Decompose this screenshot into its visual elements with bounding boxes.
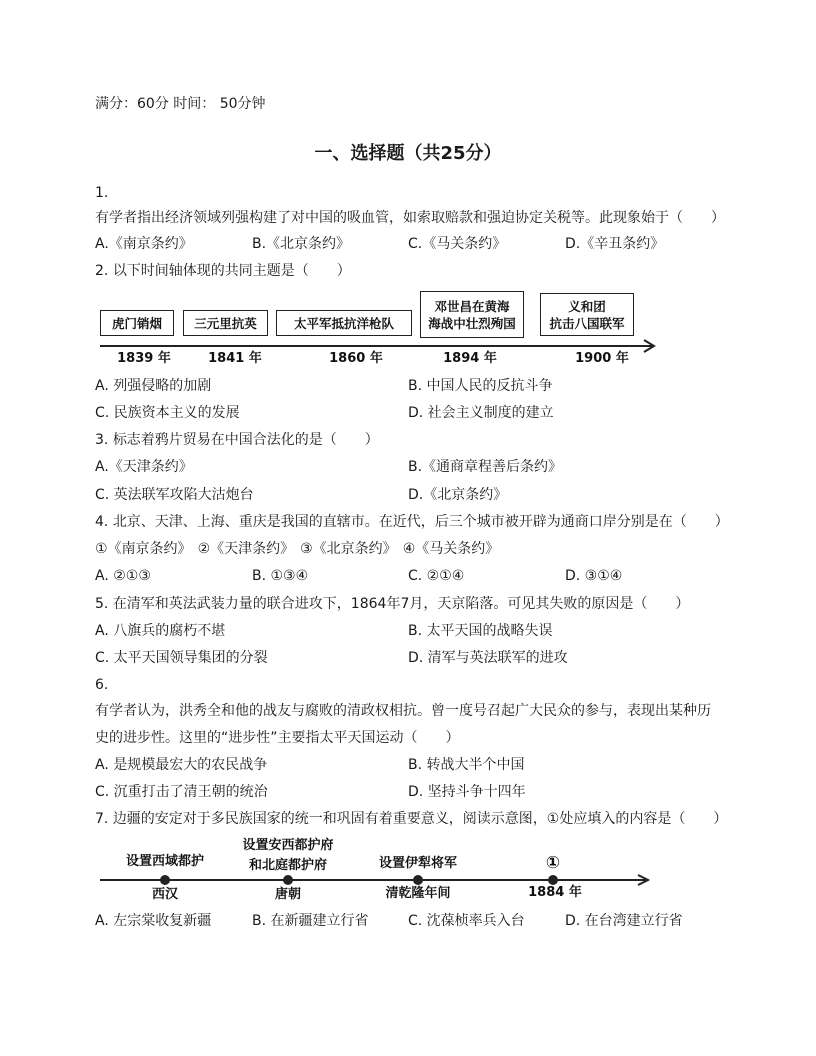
question-1-option-d: D.《辛丑条约》 (565, 236, 665, 252)
question-3-option-d: D.《北京条约》 (408, 487, 508, 503)
question-5-stem-line (95, 594, 689, 614)
timeline-1-arrow-icon (644, 340, 654, 352)
question-5-option-b: B. 太平天国的战略失误 (408, 623, 553, 639)
timeline-1-year: 1841 年 (208, 351, 262, 366)
timeline-1-event-label: 太平军抵抗洋枪队 (293, 315, 394, 331)
question-4-item: ④《马关条约》 (402, 541, 500, 557)
question-3-option-c: C. 英法联军攻陷大沽炮台 (95, 487, 254, 503)
question-1-option-c: C.《马关条约》 (408, 236, 507, 252)
timeline-1-event-box (183, 310, 268, 336)
timeline-1-event-label: 虎门销烟 (111, 315, 162, 331)
question-6-stem: 有学者认为，洪秀全和他的战友与腐败的清政权相抗。曾一度号召起广大民众的参与，表现出某种历 (95, 703, 711, 719)
question-1-stem: 有学者指出经济领域列强构建了对中国的吸血管，如索取赔款和强迫协定关税等。此现象始于（ ） (95, 210, 725, 226)
question-4-item: ③《北京条约》 (300, 541, 397, 557)
question-4-option-d: D. ③①④ (565, 568, 623, 584)
question-2-option-b: B. 中国人民的反抗斗争 (408, 378, 553, 394)
question-2-stem: 以下时间轴体现的共同主题是（ ） (112, 263, 351, 279)
timeline-1-event-box (100, 310, 174, 336)
question-2-option-d: D. 社会主义制度的建立 (408, 405, 554, 421)
question-7-number: 7. (95, 811, 109, 827)
timeline-2-dot (283, 875, 293, 885)
timeline-2-period-label: 唐朝 (274, 887, 301, 902)
question-7-stem-line (95, 809, 727, 829)
timeline-1-event-label: 义和团 (568, 298, 606, 314)
question-3-option-b: B.《通商章程善后条约》 (408, 459, 563, 475)
question-2-option-c: C. 民族资本主义的发展 (95, 405, 240, 421)
timeline-1-event-label: 抗击八国联军 (549, 315, 625, 331)
question-4-stem: 北京、天津、上海、重庆是我国的直辖市。在近代，后三个城市被开辟为通商口岸分别是在（ ） (112, 514, 729, 530)
timeline-1-event-box (540, 293, 634, 336)
question-5-stem: 在清军和英法武装力量的联合进攻下，1864年7月，天京陷落。可见其失败的原因是（ ） (112, 596, 690, 612)
question-1-number: 1. (95, 185, 109, 201)
question-6-option-d: D. 坚持斗争十四年 (408, 784, 526, 800)
timeline-1-event-label: 海战中壮烈殉国 (428, 315, 516, 331)
question-6-number: 6. (95, 677, 109, 693)
question-7-option-d: D. 在台湾建立行省 (565, 913, 683, 929)
question-5-option-a: A. 八旗兵的腐朽不堪 (95, 623, 226, 639)
timeline-1-event-box (420, 291, 524, 338)
question-3-number: 3. (95, 432, 109, 448)
timeline-1-year: 1894 年 (443, 351, 497, 366)
section-title: 一、选择题（共25分） (314, 143, 502, 164)
question-2-number: 2. (95, 263, 109, 279)
question-4-number: 4. (95, 514, 109, 530)
question-2-option-a: A. 列强侵略的加剧 (95, 378, 212, 394)
question-7-stem: 边疆的安定对于多民族国家的统一和巩固有着重要意义，阅读示意图，①处应填入的内容是（ ） (112, 811, 728, 827)
question-7-option-c: C. 沈葆桢率兵入台 (408, 913, 525, 929)
question-6-stem: 史的进步性。这里的“进步性”主要指太平天国运动（ ） (95, 730, 460, 746)
question-4-option-c: C. ②①④ (408, 568, 465, 584)
question-4-item: ①《南京条约》 (95, 541, 192, 557)
timeline-2-event-label: 设置伊犁将军 (378, 856, 457, 871)
timeline-2-arrow-icon (638, 875, 648, 885)
timeline-1-year: 1839 年 (117, 351, 171, 366)
question-3-stem: 标志着鸦片贸易在中国合法化的是（ ） (112, 432, 379, 448)
question-3-stem-line (95, 430, 379, 450)
question-4-option-a: A. ②①③ (95, 568, 151, 584)
timeline-2-period-label: 清乾隆年间 (385, 886, 451, 901)
timeline-2-dot (160, 875, 170, 885)
question-5-number: 5. (95, 596, 109, 612)
timeline-2-blank-marker: ① (545, 853, 561, 873)
question-7-option-b: B. 在新疆建立行省 (252, 913, 369, 929)
timeline-1-year: 1900 年 (575, 351, 629, 366)
question-7-option-a: A. 左宗棠收复新疆 (95, 913, 212, 929)
timeline-1-year: 1860 年 (329, 351, 383, 366)
question-4-items (95, 539, 499, 559)
timeline-2-event-label: 和北庭都护府 (248, 858, 327, 873)
timeline-1-event-label: 三元里抗英 (194, 315, 257, 331)
timeline-2-event-label: 设置安西都护府 (242, 838, 334, 853)
question-4-stem-line (95, 512, 729, 532)
question-4-item: ②《天津条约》 (197, 541, 295, 557)
timeline-2-period-label: 西汉 (151, 887, 178, 902)
question-4-option-b: B. ①③④ (252, 568, 309, 584)
timeline-2-period-label: 1884 年 (528, 885, 582, 900)
question-6-option-b: B. 转战大半个中国 (408, 757, 525, 773)
timeline-2-event-label: 设置西域都护 (125, 854, 204, 869)
question-1-option-b: B.《北京条约》 (252, 236, 351, 252)
question-5-option-d: D. 清军与英法联军的进攻 (408, 650, 568, 666)
timeline-1-event-label: 邓世昌在黄海 (434, 298, 510, 314)
question-6-option-c: C. 沉重打击了清王朝的统治 (95, 784, 268, 800)
timeline-2-dot (413, 875, 423, 885)
question-5-option-c: C. 太平天国领导集团的分裂 (95, 650, 268, 666)
question-1-option-a: A.《南京条约》 (95, 236, 193, 252)
question-2-stem-line (95, 261, 351, 281)
timeline-1-event-box (276, 310, 412, 336)
question-3-option-a: A.《天津条约》 (95, 459, 193, 475)
exam-info: 满分：60分 时间： 50分钟 (95, 96, 266, 112)
question-6-option-a: A. 是规模最宏大的农民战争 (95, 757, 268, 773)
